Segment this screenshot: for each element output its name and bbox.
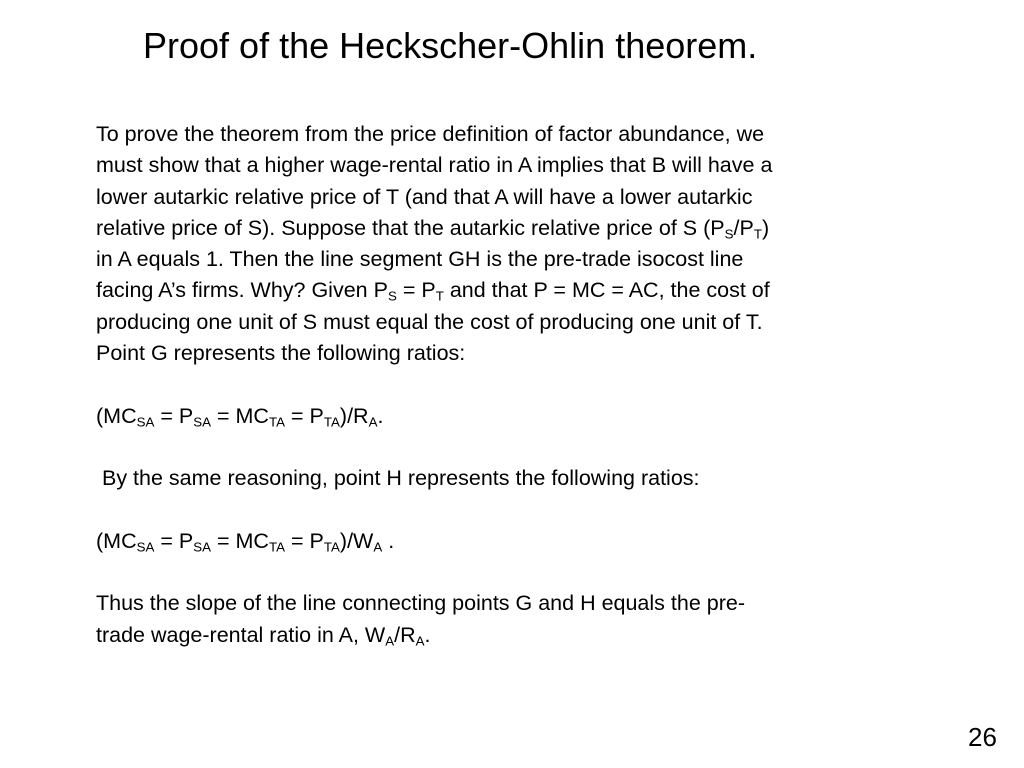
slide-body [96,119,926,651]
equation-h [96,526,926,557]
subscript: A [373,539,383,555]
text-run: and that P = MC = AC, the cost of [443,278,770,303]
text-line: in A equals 1. Then the line segment GH is the pre-trade isocost line [96,247,744,272]
text-run: (MC [96,528,137,553]
paragraph-conclusion [96,588,926,651]
subscript: S [724,226,734,242]
text-line [96,213,926,244]
text-run: = P [285,528,324,553]
subscript: A [368,414,378,429]
text-run: )/R [339,403,369,428]
text-run: . [424,622,431,647]
text-run: . [377,403,384,428]
spacer [96,369,926,400]
text-run: /R [394,622,416,647]
equation-g [96,401,926,432]
text-line [96,275,926,306]
text-run: . [382,528,395,553]
text-line: Point G represents the following ratios: [96,341,466,366]
text-run: (MC [96,403,137,428]
text-line: Thus the slope of the line connecting points G and H equals the pre- [96,591,745,616]
paragraph-same-reasoning: By the same reasoning, point H represents the following ratios: [96,466,700,491]
text-run: = P [285,403,324,428]
subscript: TA [268,414,286,429]
text-line: must show that a higher wage-rental ratio in A implies that B will have a [96,153,773,178]
subscript: TA [323,414,340,429]
text-run: = P [396,278,436,303]
text-line [96,620,926,651]
subscript: TA [323,539,340,555]
text-run: = P [154,528,194,553]
text-run: trade wage-rental ratio in A, W [96,622,386,647]
subscript: SA [136,414,155,429]
subscript: TA [268,539,286,555]
subscript: A [385,633,395,649]
text-line: lower autarkic relative price of T (and that A will have a lower autarkic [96,184,753,209]
spacer [96,432,926,463]
text-line: To prove the theorem from the price definition of factor abundance, we [96,122,765,146]
text-run: /P [733,215,754,240]
text-run: = MC [211,528,269,553]
spacer [96,495,926,526]
text-run: = P [154,403,194,428]
paragraph-intro [96,119,926,369]
subscript: SA [193,414,212,429]
text-run: ) [761,215,770,240]
text-run: facing A’s firms. Why? Given P [96,278,388,303]
slide-title: Proof of the Heckscher-Ohlin theorem. [143,25,758,66]
subscript: A [415,633,425,649]
text-run: relative price of S). Suppose that the autarkic relative price of S (P [96,215,725,240]
text-line: producing one unit of S must equal the cost of producing one unit of T. [96,309,763,334]
text-run: )/W [339,528,374,553]
subscript: S [387,288,397,304]
subscript: SA [193,539,212,555]
subscript: T [753,226,762,242]
subscript: SA [136,539,155,555]
text-run: = MC [211,403,269,428]
spacer [96,557,926,588]
page-number: 26 [968,722,997,752]
subscript: T [435,288,444,304]
